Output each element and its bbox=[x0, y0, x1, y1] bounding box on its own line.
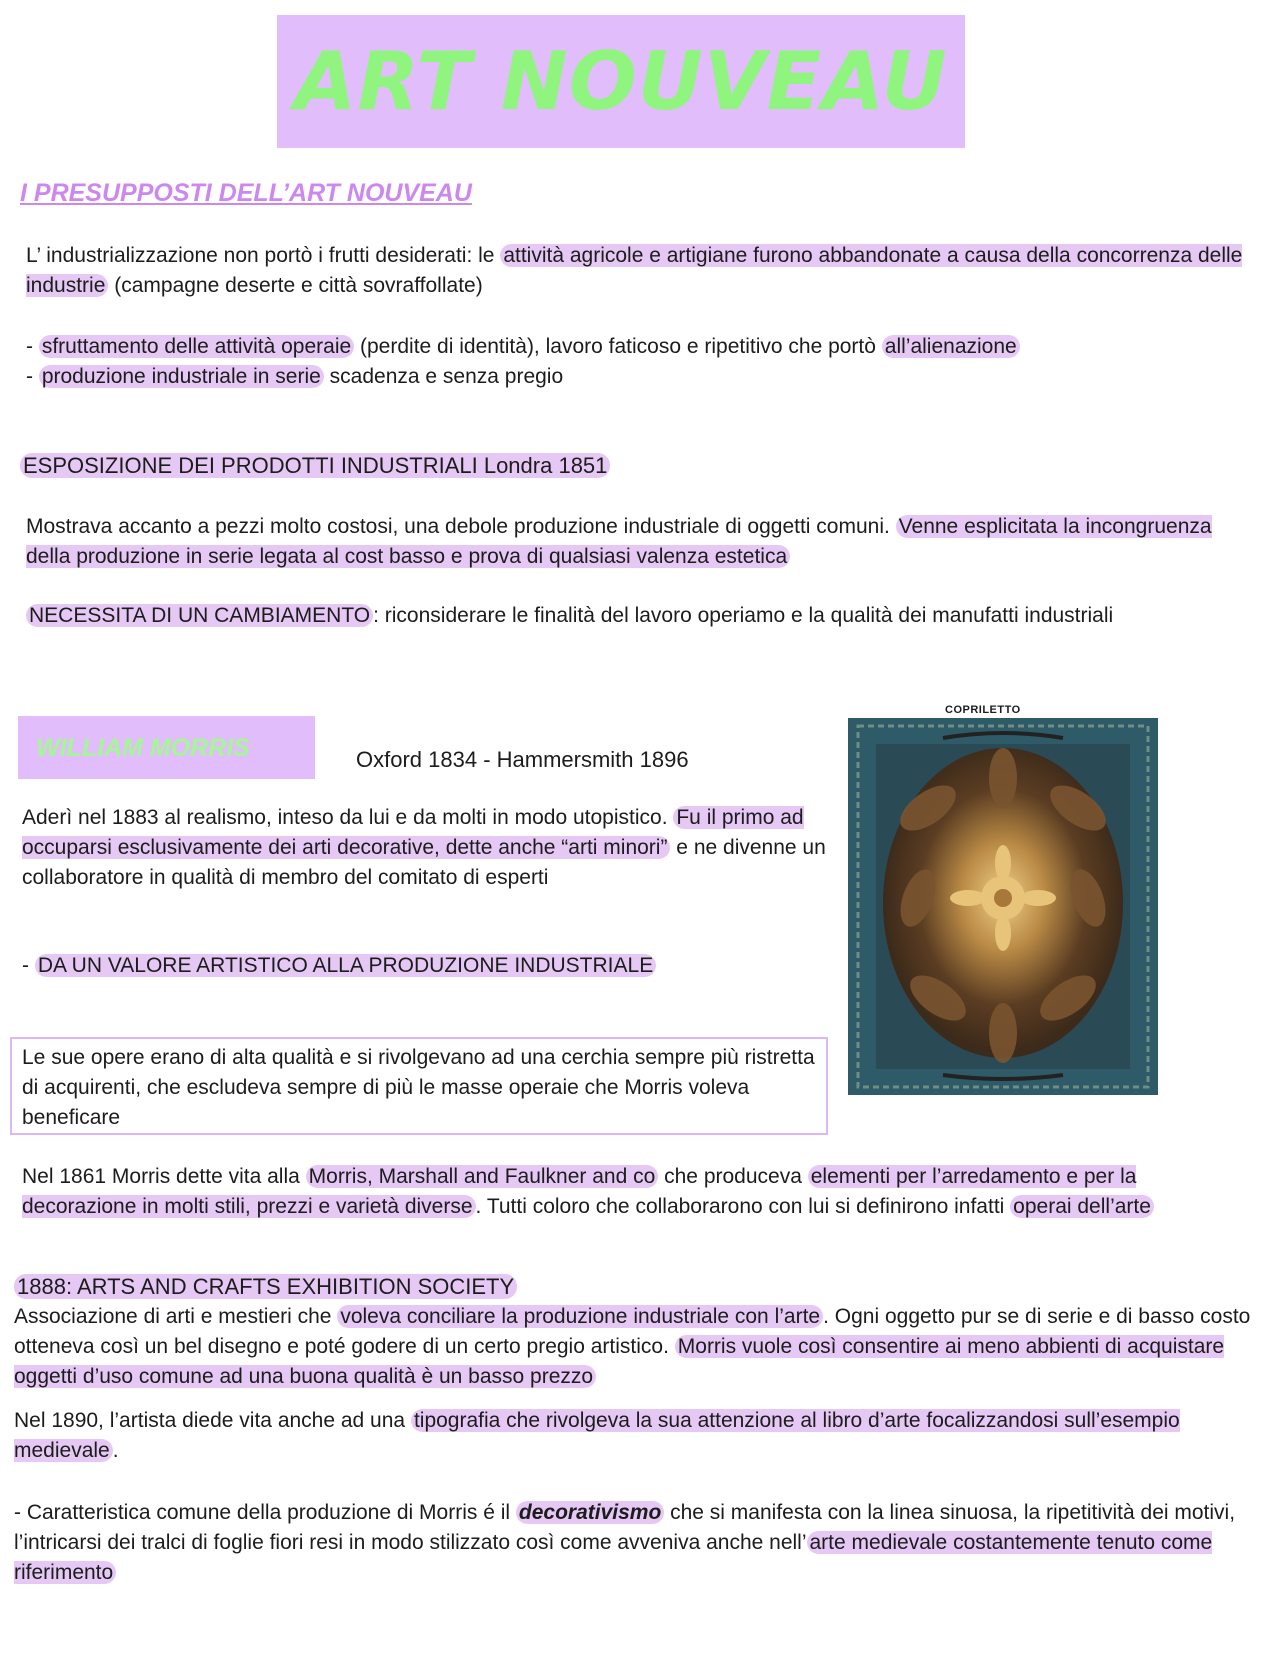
text-segment: . Tutti coloro che collaborarono con lui si definirono infatti bbox=[475, 1195, 1011, 1218]
paragraph-tipografia bbox=[14, 1406, 1264, 1466]
paragraph-morris-1861 bbox=[22, 1162, 1222, 1222]
bullet-dash: - bbox=[26, 335, 39, 358]
highlighted-heading: ESPOSIZIONE DEI PRODOTTI INDUSTRIALI Londra 1851 bbox=[20, 453, 610, 478]
bullet-list-consequences bbox=[26, 332, 1246, 392]
text-segment: - Caratteristica comune della produzione di Morris é il bbox=[14, 1501, 516, 1524]
highlighted-keyword: decorativismo bbox=[516, 1501, 664, 1524]
text-segment: (perdite di identità), lavoro faticoso e ripetitivo che portò bbox=[354, 335, 882, 358]
text-segment: : riconsiderare le finalità del lavoro operiamo e la qualità dei manufatti industriali bbox=[373, 604, 1114, 627]
paragraph-morris-aderi bbox=[22, 803, 830, 893]
morris-heading: WILLIAM MORRIS bbox=[36, 733, 250, 762]
text-segment: Nel 1861 Morris dette vita alla bbox=[22, 1165, 306, 1188]
highlighted-text: produzione industriale in serie bbox=[39, 365, 324, 388]
text-segment: che si manifesta con la linea sinuosa, la ripetitività dei motivi, l’intricarsi dei tralci di foglie fiori resi in modo stilizzato così come avveniva anche nell’ bbox=[14, 1501, 1236, 1554]
text-segment: e ne divenne un collaboratore in qualità di membro del comitato di esperti bbox=[22, 836, 826, 889]
bullet-item bbox=[26, 332, 1246, 362]
highlighted-text: Fu il primo ad occuparsi esclusivamente dei arti decorative, dette anche “arti minori” bbox=[22, 806, 804, 859]
bullet-dash: - bbox=[22, 954, 35, 977]
highlighted-text: sfruttamento delle attività operaie bbox=[39, 335, 354, 358]
text-segment: . Ogni oggetto pur se di serie e di basso costo otteneva così un bel disegno e poté godere di un certo pregio artistico. bbox=[14, 1305, 1251, 1358]
highlighted-text: DA UN VALORE ARTISTICO ALLA PRODUZIONE INDUSTRIALE bbox=[35, 954, 656, 977]
text-segment: Mostrava accanto a pezzi molto costosi, una debole produzione industriale di oggetti comuni. bbox=[26, 515, 896, 538]
highlighted-text: tipografia che rivolgeva la sua attenzione al libro d’arte focalizzandosi sull’esempio medievale bbox=[14, 1409, 1180, 1462]
section-heading-presupposti: I PRESUPPOSTI DELL’ART NOUVEAU bbox=[20, 179, 472, 207]
highlighted-text: NECESSITA DI UN CAMBIAMENTO bbox=[26, 604, 373, 627]
section-heading-esposizione bbox=[20, 450, 610, 482]
boxed-note-text: Le sue opere erano di alta qualità e si rivolgevano ad una cerchia sempre più ristretta di acquirenti, che escludeva sempre di più le masse operaie che Morris voleva beneficare bbox=[22, 1046, 815, 1129]
paragraph-industrializzazione bbox=[26, 241, 1246, 301]
text-segment: che produceva bbox=[658, 1165, 808, 1188]
morris-dates: Oxford 1834 - Hammersmith 1896 bbox=[356, 747, 689, 772]
text-segment: L’ industrializzazione non portò i frutti desiderati: le bbox=[26, 244, 501, 267]
text-segment: . bbox=[112, 1439, 119, 1462]
image-caption: COPRILETTO bbox=[945, 704, 1021, 716]
highlighted-text: attività agricole e artigiane furono abbandonate a causa della concorrenza delle industrie bbox=[26, 244, 1243, 297]
highlighted-text: voleva conciliare la produzione industriale con l’arte bbox=[337, 1305, 823, 1328]
morris-title-banner bbox=[18, 716, 315, 779]
bullet-item bbox=[26, 362, 1246, 392]
highlighted-text: Morris vuole così consentire ai meno abbienti di acquistare oggetti d’uso comune ad una buona qualità è un basso prezzo bbox=[14, 1335, 1225, 1388]
highlighted-text: Venne esplicitata la incongruenza della produzione in serie legata al cost basso e prova di qualsiasi valenza estetica bbox=[26, 515, 1212, 568]
highlighted-text: all’alienazione bbox=[882, 335, 1020, 358]
highlighted-text: operai dell’arte bbox=[1010, 1195, 1154, 1218]
paragraph-esposizione bbox=[26, 512, 1246, 572]
text-segment: scadenza e senza pregio bbox=[323, 365, 564, 388]
text-segment: (campagne deserte e città sovraffollate) bbox=[108, 274, 483, 297]
paragraph-decorativismo bbox=[14, 1498, 1264, 1588]
text-segment: Associazione di arti e mestieri che bbox=[14, 1305, 338, 1328]
bullet-dash: - bbox=[26, 365, 39, 388]
highlighted-heading: 1888: ARTS AND CRAFTS EXHIBITION SOCIETY bbox=[14, 1274, 517, 1299]
section-heading-society bbox=[14, 1272, 517, 1302]
paragraph-necessita bbox=[26, 601, 1246, 631]
bullet-valore-artistico bbox=[22, 951, 830, 981]
tapestry-image bbox=[848, 718, 1158, 1095]
highlighted-text: arte medievale costantemente tenuto come riferimento bbox=[14, 1531, 1213, 1584]
text-segment: Aderì nel 1883 al realismo, inteso da lui e da molti in modo utopistico. bbox=[22, 806, 674, 829]
text-segment: Nel 1890, l’artista diede vita anche ad una bbox=[14, 1409, 411, 1432]
title-banner bbox=[277, 15, 965, 148]
highlighted-text: Morris, Marshall and Faulkner and co bbox=[306, 1165, 659, 1188]
highlighted-text: elementi per l’arredamento e per la decorazione in molti stili, prezzi e varietà diverse bbox=[22, 1165, 1137, 1218]
boxed-note bbox=[10, 1037, 828, 1135]
paragraph-associazione bbox=[14, 1302, 1264, 1392]
page-title: ART NOUVEAU bbox=[294, 34, 948, 128]
